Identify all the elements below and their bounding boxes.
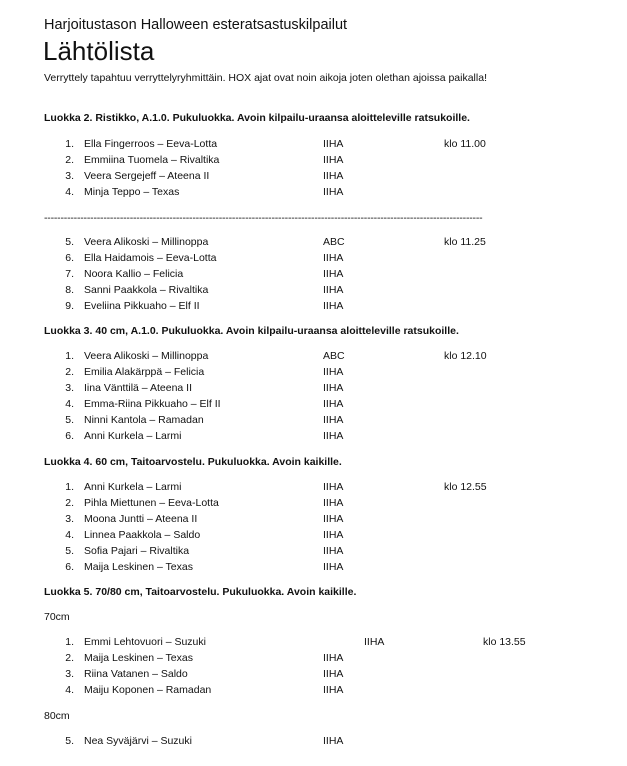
start-number: 3. xyxy=(65,382,74,394)
warmup-group: IIHA xyxy=(323,300,344,312)
rider-horse: Noora Kallio – Felicia xyxy=(84,268,184,280)
warmup-group: IIHA xyxy=(323,398,344,410)
rider-horse: Moona Juntti – Ateena II xyxy=(84,513,198,525)
warmup-group: IIHA xyxy=(323,154,344,166)
start-number: 6. xyxy=(65,561,74,573)
start-time: klo 12.10 xyxy=(444,350,487,362)
start-list-row xyxy=(0,398,627,412)
rider-horse: Anni Kurkela – Larmi xyxy=(84,430,182,442)
rider-horse: Emma-Riina Pikkuaho – Elf II xyxy=(84,398,221,410)
start-number: 1. xyxy=(65,636,74,648)
start-list-row xyxy=(0,300,627,314)
rider-horse: Eveliina Pikkuaho – Elf II xyxy=(84,300,200,312)
rider-horse: Pihla Miettunen – Eeva-Lotta xyxy=(84,497,219,509)
event-name: Harjoitustason Halloween esteratsastuskilpailut xyxy=(44,17,348,33)
rider-horse: Ella Haidamois – Eeva-Lotta xyxy=(84,252,217,264)
warmup-group: IIHA xyxy=(323,652,344,664)
warmup-group: IIHA xyxy=(323,268,344,280)
class-heading: Luokka 3. 40 cm, A.1.0. Pukuluokka. Avoin kilpailu-uraansa aloitteleville ratsukoille. xyxy=(44,325,459,337)
start-list-row xyxy=(0,481,627,495)
start-number: 5. xyxy=(65,545,74,557)
start-list-row xyxy=(0,268,627,282)
start-number: 1. xyxy=(65,350,74,362)
start-number: 6. xyxy=(65,430,74,442)
dashed-divider: ------------------------------------------------------------------------------------------------------------------------------------- xyxy=(44,212,483,224)
warmup-group: ABC xyxy=(323,236,345,248)
start-number: 1. xyxy=(65,481,74,493)
height-subheading: 70cm xyxy=(44,611,70,623)
start-list-row xyxy=(0,513,627,527)
start-list-row xyxy=(0,545,627,559)
rider-horse: Maiju Koponen – Ramadan xyxy=(84,684,212,696)
start-list-row xyxy=(0,154,627,168)
start-list-row xyxy=(0,636,627,650)
start-list-row xyxy=(0,735,627,749)
start-number: 4. xyxy=(65,398,74,410)
start-number: 4. xyxy=(65,529,74,541)
start-list-row xyxy=(0,561,627,575)
rider-horse: Veera Sergejeff – Ateena II xyxy=(84,170,210,182)
page-title: Lähtölista xyxy=(43,36,155,66)
start-number: 4. xyxy=(65,684,74,696)
start-list-row xyxy=(0,284,627,298)
class-heading: Luokka 2. Ristikko, A.1.0. Pukuluokka. Avoin kilpailu-uraansa aloitteleville ratsukoille. xyxy=(44,112,470,124)
warmup-group: IIHA xyxy=(323,481,344,493)
rider-horse: Emilia Alakärppä – Felicia xyxy=(84,366,205,378)
rider-horse: Riina Vatanen – Saldo xyxy=(84,668,188,680)
warmup-group: IIHA xyxy=(364,636,385,648)
start-number: 6. xyxy=(65,252,74,264)
warmup-group: IIHA xyxy=(323,497,344,509)
start-list-row xyxy=(0,138,627,152)
warmup-group: IIHA xyxy=(323,414,344,426)
class-heading: Luokka 5. 70/80 cm, Taitoarvostelu. Pukuluokka. Avoin kaikille. xyxy=(44,586,357,598)
height-subheading: 80cm xyxy=(44,710,70,722)
start-list-row xyxy=(0,430,627,444)
start-number: 2. xyxy=(65,154,74,166)
rider-horse: Sofia Pajari – Rivaltika xyxy=(84,545,190,557)
start-number: 2. xyxy=(65,652,74,664)
start-number: 9. xyxy=(65,300,74,312)
start-list-row xyxy=(0,186,627,200)
start-list-row xyxy=(0,529,627,543)
start-number: 5. xyxy=(65,414,74,426)
rider-horse: Emmiina Tuomela – Rivaltika xyxy=(84,154,220,166)
rider-horse: Maija Leskinen – Texas xyxy=(84,561,193,573)
warmup-group: IIHA xyxy=(323,513,344,525)
start-number: 7. xyxy=(65,268,74,280)
start-number: 1. xyxy=(65,138,74,150)
start-list-row xyxy=(0,366,627,380)
start-number: 5. xyxy=(65,236,74,248)
rider-horse: Ninni Kantola – Ramadan xyxy=(84,414,204,426)
class-heading: Luokka 4. 60 cm, Taitoarvostelu. Pukuluokka. Avoin kaikille. xyxy=(44,456,342,468)
warmup-group: IIHA xyxy=(323,561,344,573)
intro-text: Verryttely tapahtuu verryttelyryhmittäin. HOX ajat ovat noin aikoja joten olethan ajoissa paikalla! xyxy=(44,72,487,84)
start-list-row xyxy=(0,668,627,682)
rider-horse: Sanni Paakkola – Rivaltika xyxy=(84,284,209,296)
warmup-group: IIHA xyxy=(323,284,344,296)
start-number: 2. xyxy=(65,366,74,378)
warmup-group: IIHA xyxy=(323,252,344,264)
rider-horse: Minja Teppo – Texas xyxy=(84,186,180,198)
start-time: klo 12.55 xyxy=(444,481,487,493)
start-list-row xyxy=(0,382,627,396)
start-number: 3. xyxy=(65,513,74,525)
start-list-row xyxy=(0,497,627,511)
warmup-group: IIHA xyxy=(323,430,344,442)
warmup-group: IIHA xyxy=(323,186,344,198)
warmup-group: IIHA xyxy=(323,138,344,150)
rider-horse: Veera Alikoski – Millinoppa xyxy=(84,236,209,248)
warmup-group: IIHA xyxy=(323,735,344,747)
rider-horse: Veera Alikoski – Millinoppa xyxy=(84,350,209,362)
start-number: 8. xyxy=(65,284,74,296)
start-number: 2. xyxy=(65,497,74,509)
start-list-row xyxy=(0,414,627,428)
start-list-row xyxy=(0,350,627,364)
start-time: klo 13.55 xyxy=(483,636,526,648)
rider-horse: Nea Syväjärvi – Suzuki xyxy=(84,735,192,747)
start-number: 5. xyxy=(65,735,74,747)
start-number: 3. xyxy=(65,170,74,182)
rider-horse: Ella Fingerroos – Eeva-Lotta xyxy=(84,138,218,150)
warmup-group: IIHA xyxy=(323,366,344,378)
rider-horse: Linnea Paakkola – Saldo xyxy=(84,529,201,541)
warmup-group: IIHA xyxy=(323,529,344,541)
warmup-group: ABC xyxy=(323,350,345,362)
start-list-row xyxy=(0,652,627,666)
warmup-group: IIHA xyxy=(323,382,344,394)
warmup-group: IIHA xyxy=(323,170,344,182)
rider-horse: Anni Kurkela – Larmi xyxy=(84,481,182,493)
start-list-row xyxy=(0,252,627,266)
start-time: klo 11.00 xyxy=(444,138,486,150)
start-list-row xyxy=(0,684,627,698)
start-number: 4. xyxy=(65,186,74,198)
start-time: klo 11.25 xyxy=(444,236,486,248)
start-number: 3. xyxy=(65,668,74,680)
warmup-group: IIHA xyxy=(323,684,344,696)
start-list-row xyxy=(0,236,627,250)
warmup-group: IIHA xyxy=(323,668,344,680)
rider-horse: Maija Leskinen – Texas xyxy=(84,652,193,664)
rider-horse: Emmi Lehtovuori – Suzuki xyxy=(84,636,206,648)
warmup-group: IIHA xyxy=(323,545,344,557)
rider-horse: Iina Vänttilä – Ateena II xyxy=(84,382,192,394)
start-list-row xyxy=(0,170,627,184)
